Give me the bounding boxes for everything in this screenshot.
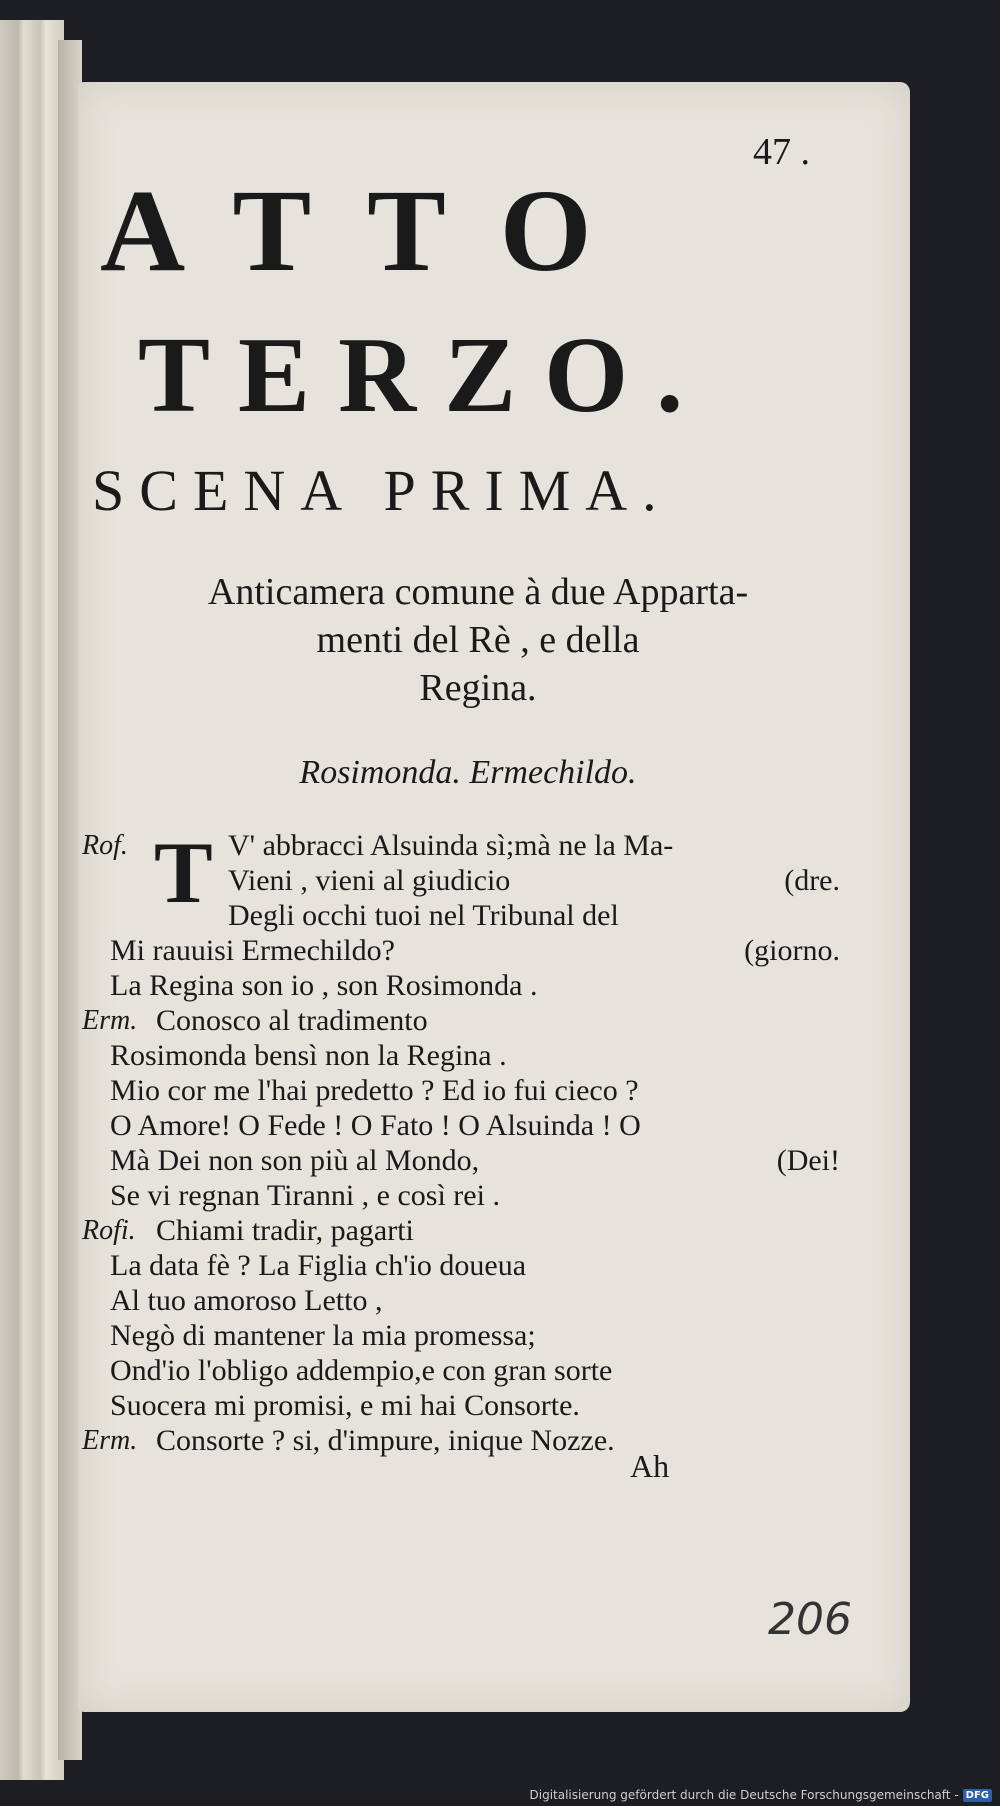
shelfmark-handwritten: 206	[768, 1594, 852, 1645]
drop-cap: T	[154, 825, 213, 922]
speaker-label: Rof.	[82, 830, 128, 861]
verse-line	[78, 863, 898, 898]
verse-line	[78, 1248, 898, 1283]
verse-line	[78, 933, 898, 968]
setting-line: Anticamera comune à due Apparta-	[207, 571, 749, 613]
characters-list: Rosimonda. Ermechildo.	[299, 754, 637, 791]
verse-line	[78, 1353, 898, 1388]
verse-line	[78, 1283, 898, 1318]
book-edge-left	[0, 20, 64, 1780]
speaker-label: Erm.	[82, 1005, 138, 1036]
verse-line	[78, 1003, 898, 1038]
setting-line: Regina.	[419, 667, 537, 709]
digitization-footer	[530, 1788, 993, 1802]
dialogue-block	[78, 825, 898, 1458]
dfg-logo-icon: DFG	[963, 1789, 992, 1802]
verse-text: Mà Dei non son più al Mondo,	[110, 1144, 480, 1177]
verse-text: Negò di mantener la mia promessa;	[110, 1319, 536, 1352]
verse-text: La data fè ? La Figlia ch'io doueua	[110, 1249, 527, 1282]
footer-credit: Digitalisierung gefördert durch die Deutsche Forschungsgemeinschaft -	[529, 1788, 959, 1802]
speaker-label: Rofi.	[82, 1215, 136, 1246]
speaker-label: Erm.	[82, 1425, 138, 1456]
verse-text: Mio cor me l'hai predetto ? Ed io fui cieco ?	[110, 1074, 639, 1107]
scene-title: SCENA PRIMA.	[92, 458, 672, 523]
verse-text: La Regina son io , son Rosimonda .	[110, 969, 538, 1002]
verse-text: Degli occhi tuoi nel Tribunal del	[228, 899, 619, 932]
book-page	[78, 82, 910, 1712]
verse-text: Ond'io l'obligo addempio,e con gran sorte	[110, 1354, 613, 1387]
verse-text: Se vi regnan Tiranni , e così rei .	[110, 1179, 500, 1212]
verse-line	[78, 1038, 898, 1073]
verse-line	[78, 1388, 898, 1423]
verse-text: Suocera mi promisi, e mi hai Consorte.	[110, 1389, 580, 1422]
verse-line	[78, 1073, 898, 1108]
verse-text: Vieni , vieni al giudicio	[228, 864, 511, 897]
act-number: TERZO.	[138, 316, 712, 435]
verse-line	[78, 828, 898, 863]
verse-line	[78, 1108, 898, 1143]
verse-text: Consorte ? si, d'impure, inique Nozze.	[156, 1424, 615, 1457]
verse-line	[78, 898, 898, 933]
verse-line	[78, 968, 898, 1003]
verse-line	[78, 1423, 898, 1458]
verse-turnover: (Dei!	[776, 1144, 840, 1177]
verse-line	[78, 1318, 898, 1353]
verse-line	[78, 1213, 898, 1248]
verse-text: V' abbracci Alsuinda sì;mà ne la Ma-	[228, 829, 674, 862]
verse-text: Mi rauuisi Ermechildo?	[110, 934, 395, 967]
verse-text: O Amore! O Fede ! O Fato ! O Alsuinda ! O	[110, 1109, 641, 1142]
verse-line	[78, 1178, 898, 1213]
verse-turnover: (giorno.	[744, 934, 840, 967]
scene-setting	[88, 568, 868, 712]
act-title: ATTO	[100, 165, 648, 296]
verse-text: Conosco al tradimento	[156, 1004, 428, 1037]
setting-line: menti del Rè , e della	[316, 619, 640, 661]
verse-text: Rosimonda bensì non la Regina .	[110, 1039, 507, 1072]
verse-text: Al tuo amoroso Letto ,	[110, 1284, 383, 1317]
verse-text: Chiami tradir, pagarti	[156, 1214, 414, 1247]
verse-turnover: (dre.	[784, 864, 840, 897]
catchword: Ah	[630, 1448, 670, 1484]
page-number: 47 .	[753, 131, 810, 173]
verse-line	[78, 1143, 898, 1178]
